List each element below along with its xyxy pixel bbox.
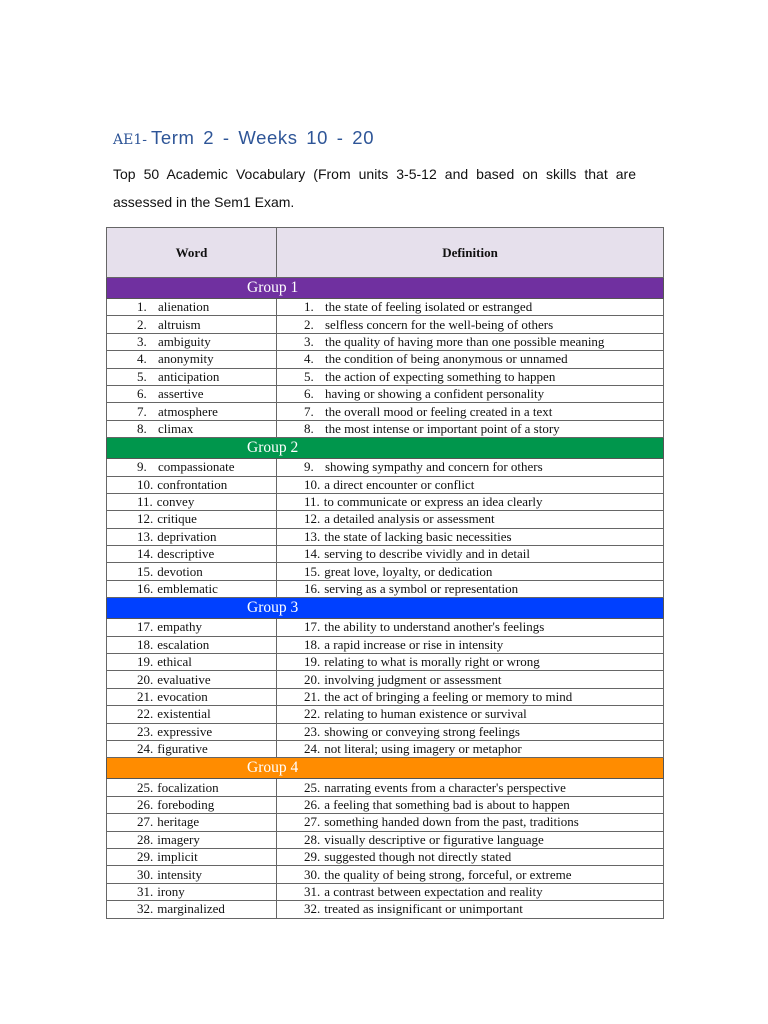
word-text: escalation [157, 636, 210, 652]
word-text: assertive [158, 386, 204, 402]
word-cell [107, 403, 277, 420]
item-number: 17. [304, 619, 321, 635]
definition-text: the action of expecting something to happen [325, 368, 556, 384]
word-cell [107, 688, 277, 705]
definition-cell [277, 636, 664, 653]
item-number: 19. [137, 654, 154, 670]
item-number: 7. [304, 403, 314, 419]
definition-text: the act of bringing a feeling or memory to mind [324, 689, 573, 704]
definition-cell [277, 420, 664, 437]
word-text: devotion [157, 563, 203, 579]
item-number: 5. [304, 368, 314, 384]
table-row [107, 848, 664, 865]
word-cell [107, 796, 277, 813]
definition-text: a rapid increase or rise in intensity [324, 636, 504, 652]
item-number: 1. [304, 299, 314, 315]
item-number: 32. [304, 901, 321, 917]
word-cell [107, 814, 277, 831]
definition-cell [277, 796, 664, 813]
definition-text: the condition of being anonymous or unnamed [325, 351, 568, 367]
group-label: Group 3 [107, 598, 664, 619]
definition-cell [277, 814, 664, 831]
item-number: 20. [137, 671, 154, 687]
table-row [107, 351, 664, 368]
table-row [107, 420, 664, 437]
definition-text: the ability to understand another's feelings [324, 619, 545, 635]
table-row [107, 619, 664, 636]
definition-cell [277, 563, 664, 580]
word-text: empathy [157, 619, 203, 635]
definition-cell [277, 476, 664, 493]
item-number: 27. [137, 814, 154, 830]
item-number: 32. [137, 901, 154, 917]
group-header-row [107, 598, 664, 619]
table-row [107, 901, 664, 918]
word-cell [107, 619, 277, 636]
item-number: 11. [304, 494, 320, 510]
item-number: 31. [304, 883, 321, 899]
definition-text: showing sympathy and concern for others [325, 459, 543, 475]
table-row [107, 779, 664, 796]
definition-text: involving judgment or assessment [324, 671, 502, 687]
vocabulary-table-body [107, 278, 664, 919]
table-row [107, 740, 664, 757]
vocabulary-table [106, 227, 664, 919]
definition-cell [277, 403, 664, 420]
item-number: 4. [137, 351, 147, 367]
definition-text: the state of feeling isolated or estranged [325, 299, 533, 315]
word-text: emblematic [157, 581, 218, 597]
table-row [107, 723, 664, 740]
item-number: 9. [304, 459, 314, 475]
word-text: deprivation [157, 528, 217, 544]
table-row [107, 814, 664, 831]
item-number: 22. [137, 706, 154, 722]
item-number: 7. [137, 403, 147, 419]
word-text: evocation [157, 689, 208, 704]
word-cell [107, 866, 277, 883]
word-text: foreboding [157, 796, 215, 812]
word-text: climax [158, 420, 194, 436]
definition-cell [277, 493, 664, 510]
item-number: 5. [137, 368, 147, 384]
table-row [107, 706, 664, 723]
word-text: focalization [157, 779, 219, 795]
title-text: Term 2 - Weeks 10 - 20 [150, 127, 375, 148]
item-number: 16. [304, 581, 321, 597]
word-cell [107, 671, 277, 688]
word-text: ambiguity [158, 333, 211, 349]
word-cell [107, 580, 277, 597]
definition-text: having or showing a confident personality [325, 386, 545, 402]
word-cell [107, 385, 277, 402]
item-number: 24. [137, 741, 154, 757]
item-number: 12. [137, 511, 154, 527]
word-text: implicit [157, 849, 198, 865]
definition-cell [277, 528, 664, 545]
definition-text: not literal; using imagery or metaphor [324, 741, 522, 757]
item-number: 26. [137, 796, 154, 812]
word-cell [107, 368, 277, 385]
definition-cell [277, 351, 664, 368]
table-row [107, 528, 664, 545]
item-number: 31. [137, 883, 154, 899]
word-cell [107, 740, 277, 757]
word-text: existential [157, 706, 211, 722]
definition-cell [277, 654, 664, 671]
definition-cell [277, 619, 664, 636]
item-number: 2. [304, 316, 314, 332]
table-row [107, 476, 664, 493]
definition-text: narrating events from a character's perspective [324, 779, 566, 795]
table-row [107, 333, 664, 350]
column-header-definition: Definition [277, 228, 664, 278]
word-cell [107, 493, 277, 510]
definition-text: serving to describe vividly and in detail [324, 546, 531, 562]
definition-cell [277, 671, 664, 688]
table-row [107, 546, 664, 563]
definition-cell [277, 740, 664, 757]
word-cell [107, 563, 277, 580]
table-row [107, 316, 664, 333]
word-cell [107, 901, 277, 918]
word-cell [107, 636, 277, 653]
word-cell [107, 831, 277, 848]
word-text: convey [156, 494, 195, 510]
table-row [107, 368, 664, 385]
word-text: anonymity [158, 351, 214, 367]
definition-text: showing or conveying strong feelings [324, 723, 520, 739]
group-header-row [107, 278, 664, 299]
table-row [107, 883, 664, 900]
table-row [107, 671, 664, 688]
word-cell [107, 654, 277, 671]
item-number: 9. [137, 459, 147, 475]
word-text: descriptive [157, 546, 215, 562]
word-text: evaluative [157, 671, 211, 687]
item-number: 15. [137, 563, 154, 579]
item-number: 14. [304, 546, 321, 562]
table-row [107, 299, 664, 316]
group-header-row [107, 758, 664, 779]
item-number: 22. [304, 706, 321, 722]
word-cell [107, 351, 277, 368]
item-number: 3. [137, 333, 147, 349]
word-text: heritage [157, 814, 200, 830]
item-number: 19. [304, 654, 321, 670]
item-number: 16. [137, 581, 154, 597]
word-text: marginalized [157, 901, 225, 917]
item-number: 25. [137, 779, 154, 795]
definition-cell [277, 333, 664, 350]
table-row [107, 493, 664, 510]
definition-cell [277, 883, 664, 900]
definition-text: the overall mood or feeling created in a text [325, 403, 553, 419]
item-number: 23. [304, 723, 321, 739]
item-number: 21. [137, 689, 154, 704]
definition-cell [277, 299, 664, 316]
word-text: expressive [157, 723, 213, 739]
definition-cell [277, 866, 664, 883]
definition-cell [277, 546, 664, 563]
word-text: alienation [158, 299, 210, 315]
word-cell [107, 546, 277, 563]
item-number: 28. [137, 831, 154, 847]
definition-text: great love, loyalty, or dedication [324, 563, 493, 579]
item-number: 10. [304, 476, 321, 492]
item-number: 27. [304, 814, 321, 830]
word-cell [107, 459, 277, 476]
item-number: 15. [304, 563, 321, 579]
definition-text: a direct encounter or conflict [324, 476, 475, 492]
item-number: 26. [304, 796, 321, 812]
definition-text: selfless concern for the well-being of others [325, 316, 554, 332]
item-number: 13. [137, 528, 154, 544]
item-number: 20. [304, 671, 321, 687]
word-text: confrontation [157, 476, 228, 492]
word-text: anticipation [158, 368, 220, 384]
word-text: intensity [157, 866, 203, 882]
table-row [107, 654, 664, 671]
definition-text: suggested though not directly stated [324, 849, 512, 865]
title-prefix: AE1- [113, 132, 147, 148]
definition-cell [277, 706, 664, 723]
item-number: 1. [137, 299, 147, 315]
table-row [107, 688, 664, 705]
word-cell [107, 476, 277, 493]
definition-text: serving as a symbol or representation [324, 581, 519, 597]
definition-cell [277, 316, 664, 333]
item-number: 21. [304, 689, 321, 704]
group-label: Group 2 [107, 438, 664, 459]
item-number: 8. [137, 420, 147, 436]
group-label: Group 4 [107, 758, 664, 779]
definition-text: treated as insignificant or unimportant [324, 901, 523, 917]
word-cell [107, 299, 277, 316]
word-cell [107, 511, 277, 528]
table-row [107, 866, 664, 883]
item-number: 30. [137, 866, 154, 882]
definition-cell [277, 848, 664, 865]
definition-cell [277, 368, 664, 385]
document-title [113, 127, 374, 155]
word-cell [107, 848, 277, 865]
item-number: 11. [137, 494, 153, 510]
word-cell [107, 706, 277, 723]
item-number: 18. [304, 636, 321, 652]
definition-text: relating to human existence or survival [324, 706, 527, 722]
definition-text: the most intense or important point of a story [325, 420, 560, 436]
definition-text: the state of lacking basic necessities [324, 528, 512, 544]
word-text: atmosphere [158, 403, 218, 419]
item-number: 6. [137, 386, 147, 402]
table-row [107, 385, 664, 402]
table-row [107, 511, 664, 528]
definition-text: a feeling that something bad is about to happen [324, 796, 570, 812]
table-row [107, 831, 664, 848]
definition-cell [277, 688, 664, 705]
table-row [107, 563, 664, 580]
definition-text: relating to what is morally right or wrong [324, 654, 540, 670]
definition-cell [277, 511, 664, 528]
item-number: 29. [137, 849, 154, 865]
item-number: 24. [304, 741, 321, 757]
definition-cell [277, 385, 664, 402]
item-number: 23. [137, 723, 154, 739]
word-text: irony [157, 883, 185, 899]
table-row [107, 403, 664, 420]
definition-text: a detailed analysis or assessment [324, 511, 495, 527]
table-row [107, 580, 664, 597]
table-header-row [107, 228, 664, 278]
group-header-row [107, 438, 664, 459]
item-number: 25. [304, 779, 321, 795]
definition-text: visually descriptive or figurative language [324, 831, 544, 847]
item-number: 14. [137, 546, 154, 562]
item-number: 17. [137, 619, 154, 635]
item-number: 30. [304, 866, 321, 882]
word-text: compassionate [158, 459, 235, 475]
item-number: 6. [304, 386, 314, 402]
word-cell [107, 883, 277, 900]
definition-cell [277, 459, 664, 476]
word-text: imagery [157, 831, 200, 847]
group-label: Group 1 [107, 278, 664, 299]
word-text: ethical [157, 654, 192, 670]
item-number: 10. [137, 476, 154, 492]
word-cell [107, 316, 277, 333]
word-cell [107, 723, 277, 740]
item-number: 28. [304, 831, 321, 847]
item-number: 13. [304, 528, 321, 544]
definition-cell [277, 779, 664, 796]
definition-text: something handed down from the past, traditions [324, 814, 579, 830]
word-text: altruism [158, 316, 201, 332]
definition-text: the quality of being strong, forceful, or extreme [324, 866, 572, 882]
item-number: 2. [137, 316, 147, 332]
item-number: 3. [304, 333, 314, 349]
intro-paragraph: Top 50 Academic Vocabulary (From units 3-5-12 and based on skills that are assessed in the Sem1 Exam. [113, 166, 636, 210]
item-number: 8. [304, 420, 314, 436]
item-number: 29. [304, 849, 321, 865]
item-number: 4. [304, 351, 314, 367]
definition-cell [277, 901, 664, 918]
definition-text: to communicate or express an idea clearly [323, 494, 543, 510]
word-cell [107, 779, 277, 796]
item-number: 12. [304, 511, 321, 527]
word-text: figurative [157, 741, 208, 757]
word-cell [107, 528, 277, 545]
table-row [107, 796, 664, 813]
item-number: 18. [137, 636, 154, 652]
definition-cell [277, 580, 664, 597]
table-row [107, 636, 664, 653]
word-text: critique [157, 511, 197, 527]
definition-cell [277, 723, 664, 740]
definition-cell [277, 831, 664, 848]
definition-text: the quality of having more than one possible meaning [325, 333, 605, 349]
word-cell [107, 333, 277, 350]
definition-text: a contrast between expectation and reality [324, 883, 543, 899]
table-row [107, 459, 664, 476]
column-header-word: Word [107, 228, 277, 278]
word-cell [107, 420, 277, 437]
